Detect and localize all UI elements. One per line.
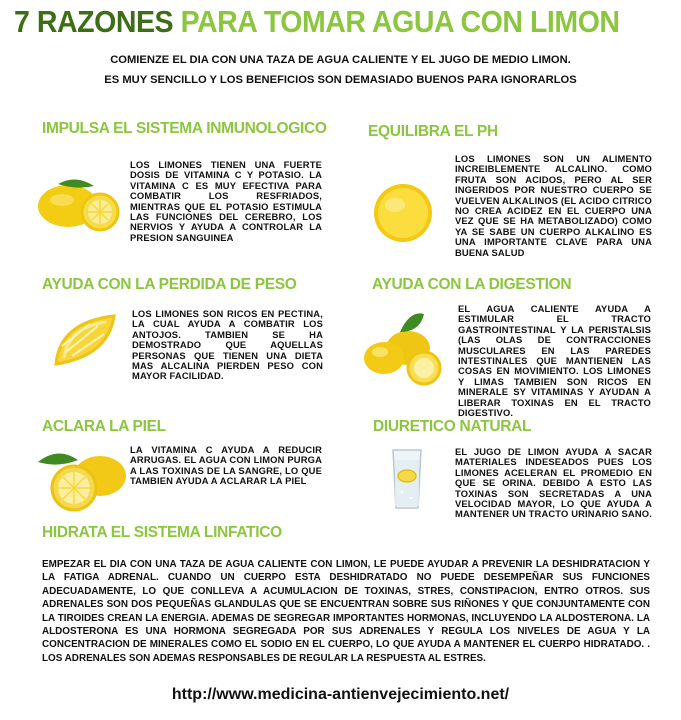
text-clear-skin: LA VITAMINA C AYUDA A REDUCIR ARRUGAS. EL AGUA CON LIMON PURGA A LAS TOXINAS DE LA SANGRE, LO QUE TAMBIEN AYUDA A ACLARAR LA PIEL	[130, 444, 322, 487]
intro-line-2: ES MUY SENCILLO Y LOS BENEFICIOS SON DEMASIADO BUENOS PARA IGNORARLOS	[104, 74, 577, 86]
text-immune-system: LOS LIMONES TIENEN UNA FUERTE DOSIS DE VITAMINA C Y POTASIO. LA VITAMINA C ES MUY EFECTIVA PARA COMBATIR LOS RESFRIADOS, MIENTRAS QUE EL POTASIO ESTIMULA LAS FUNCIONES DEL CEREBRO, LOS NERVIOS Y AYUDA A CONTROLAR LA PRESION SANGUINEA	[130, 159, 322, 243]
intro-line-1: COMIENZE EL DIA CON UNA TAZA DE AGUA CALIENTE Y EL JUGO DE MEDIO LIMON.	[110, 54, 571, 66]
title-part-1: 7 RAZONES	[14, 4, 174, 39]
text-weight-loss: LOS LIMONES SON RICOS EN PECTINA, LA CUAL AYUDA A COMBATIR LOS ANTOJOS. TAMBIEN SE HA DEMOSTRADO QUE AQUELLAS PERSONAS QUE TIENEN UNA DIETA MAS ALCALINA PIERDEN PESO CON MAYOR FACILIDAD.	[132, 308, 323, 382]
lemon-wedge-icon	[50, 312, 122, 374]
heading-digestion: AYUDA CON LA DIGESTION	[372, 276, 572, 293]
heading-natural-diuretic: DIURETICO NATURAL	[373, 418, 532, 435]
lemons-with-leaf-icon	[362, 310, 452, 390]
lemon-with-leaves-icon	[36, 176, 126, 232]
page-title	[14, 4, 621, 40]
heading-ph-balance: EQUILIBRA EL PH	[368, 123, 498, 140]
heading-weight-loss: AYUDA CON LA PERDIDA DE PESO	[42, 276, 297, 293]
heading-immune-system: IMPULSA EL SISTEMA INMUNOLOGICO	[42, 120, 327, 137]
text-digestion: EL AGUA CALIENTE AYUDA A ESTIMULAR EL TRACTO GASTROINTESTINAL Y LA PERISTALSIS (LAS OLAS DE CONTRACCIONES MUSCULARES EN LAS PAREDES INTESTINALES QUE MANTIENEN LAS COSAS EN MOVIMIENTO. LOS LIMONES Y LIMAS TAMBIEN SON RICOS EN MINERALE SY VITAMINAS Y AYUDAN A LIBERAR TOXINAS EN EL TRACTO DIGESTIVO.	[458, 303, 651, 419]
heading-clear-skin: ACLARA LA PIEL	[42, 418, 166, 435]
heading-lymphatic-system: HIDRATA EL SISTEMA LINFATICO	[42, 524, 282, 541]
source-url: http://www.medicina-antienvejecimiento.net/	[171, 686, 510, 703]
lemon-slice-icon	[370, 182, 436, 244]
lemon-water-glass-icon	[389, 446, 425, 512]
text-ph-balance: LOS LIMONES SON UN ALIMENTO INCREIBLEMENTE ALCALINO. COMO FRUTA SON ACIDOS, PERO AL SER INGERIDOS POR NUESTRO CUERPO SE VUELVEN ALKALINOS (EL ACIDO CITRICO NO CREA ACIDEZ EN EL CUERPO UNA VEZ QUE SE HA METABOLIZADO) COMO YA SE SABE UN CUERPO ALKALINO ES UNA IMPORTANTE CLAVE PARA UNA BUENA SALUD	[455, 153, 652, 258]
text-lymphatic-system: EMPEZAR EL DIA CON UNA TAZA DE AGUA CALIENTE CON LIMON, LE PUEDE AYUDAR A PREVENIR LA DESHIDRATACION Y LA FATIGA ADRENAL. CUANDO UN CUERPO ESTA DESHIDRATADO NO PUEDE DESEMPEÑAR SUS FUNCIONES ADECUADAMENTE, LO QUE CONLLEVA A ACUMULACION DE TOXINAS, STRES, CONSTIPACION, ENTRO OTROS. SUS ADRENALES SON DOS PEQUEÑAS GLANDULAS QUE SE ENCUENTRAN SOBRE SUS RIÑONES Y QUE CONJUNTAMENTE CON LA TIROIDES CREAN LA ENERGIA. ADEMAS DE SEGREGAR IMPORTANTES HORMONAS, INCLUYENDO LA ALDOSTERONA. LA ALDOSTERONA ES UNA HORMONA SEGREGADA POR SUS ADRENALES Y REGULA LOS NIVELES DE AGUA Y LA CONCENTRACION DE MINERALES COMO EL SODIO EN EL CUERPO, LO QUE AYUDA A MANTENER EL CUERPO HIDRATADO. . LOS ADRENALES SON ADEMAS RESPONSABLES DE REGULAR LA RESPUESTA AL ESTRES.	[42, 559, 650, 664]
title-part-2: PARA TOMAR AGUA CON LIMON	[180, 4, 620, 39]
text-natural-diuretic: EL JUGO DE LIMON AYUDA A SACAR MATERIALES INDESEADOS PUES LOS LIMONES ACELERAN EL PROMEDIO EN QUE SE ORINA. DEBIDO A ESTO LAS TOXINAS SON SECRETADAS A UNA VELOCIDAD MAYOR, LO QUE AYUDA A MANTENER UN TRACTO URINARIO SANO.	[455, 446, 652, 520]
lemon-half-with-leaves-icon	[38, 446, 130, 512]
